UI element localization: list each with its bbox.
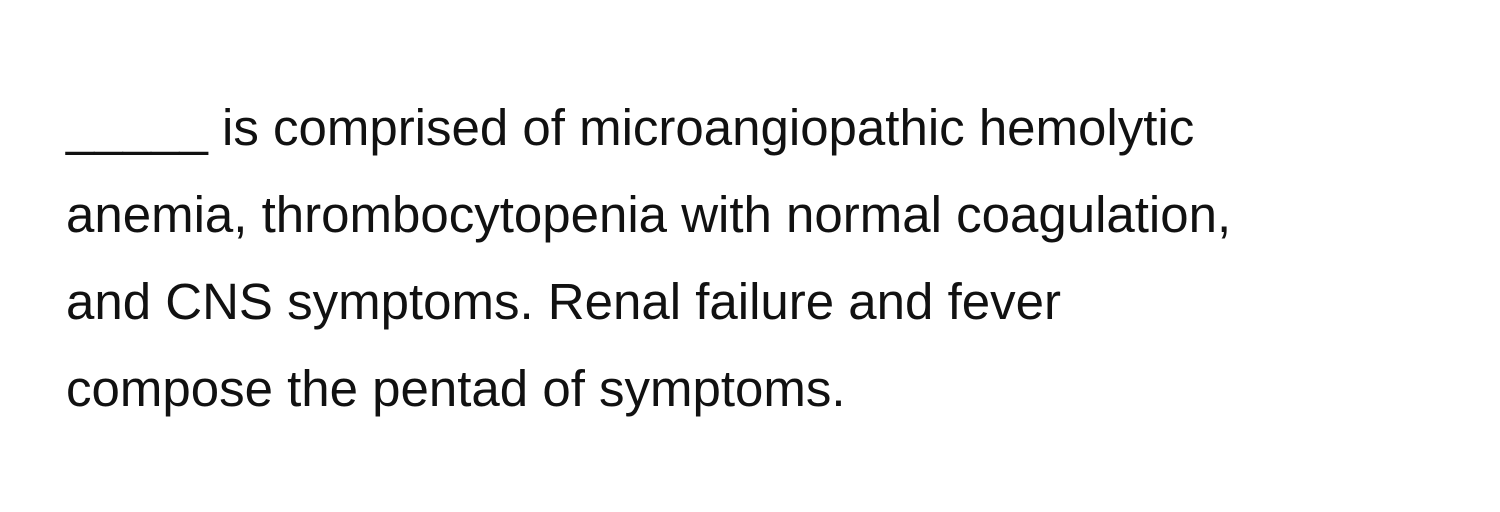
question-line-3: and CNS symptoms. Renal failure and fever (66, 273, 1061, 330)
question-line-4: compose the pentad of symptoms. (66, 360, 846, 417)
question-line-2: anemia, thrombocytopenia with normal coagulation, (66, 186, 1232, 243)
question-line-1: _____ is comprised of microangiopathic hemolytic (66, 99, 1195, 156)
question-text (66, 84, 1466, 432)
